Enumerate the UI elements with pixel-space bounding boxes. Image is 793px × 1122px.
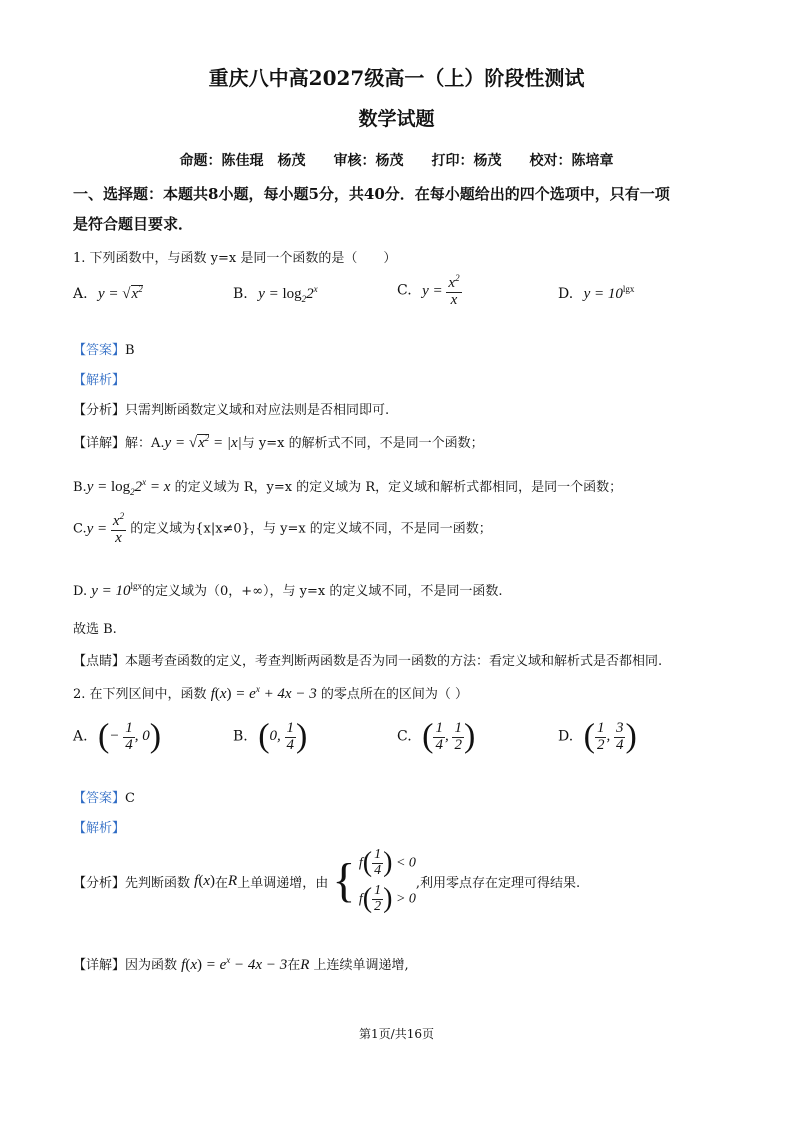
q1-detail-d: D. $y = 10^{lgx}$的定义域为（0，+∞），与 y=x 的定义域不同，不是同一函数. (73, 581, 503, 599)
q2-fenxi-text-1: 先判断函数 (125, 875, 191, 891)
q2-detail-text-1: 因为函数 (125, 958, 178, 973)
q1-detail-c-text: 的定义域为{x|x≠0}，与 y=x 的定义域不同，不是同一函数； (130, 521, 492, 537)
q1-answer (73, 339, 135, 358)
q1-detail-a: 【详解】解：$A.y = √x^2 = |x|$与 y=x 的解析式不同，不是同一个函数； (73, 433, 484, 451)
q2-fenxi-text-3: 上单调递增，由 (237, 875, 329, 891)
q2-fenxi-text-2: 在 (215, 875, 229, 891)
q2-answer (73, 787, 135, 806)
q1-option-d-label: D. (558, 286, 574, 302)
q2-option-b[interactable]: B. (0, $\frac{1}{4}$ ) (233, 718, 308, 755)
q2-detail-text-2: 在 (287, 958, 301, 973)
q1-option-c[interactable]: C. y = $\frac{x^2}{x}$ (397, 273, 460, 308)
q2-option-a[interactable]: A. (− $\frac{1}{4}$ , 0) (73, 718, 162, 755)
q1-stem: 1. 下列函数中，与函数 y=x 是同一个函数的是（ ） (73, 251, 397, 266)
q1-option-d[interactable]: D. $y = 10^{lgx}$ (558, 284, 635, 302)
q1-option-a-label: A. (73, 286, 88, 302)
q2-option-d-label: D. (558, 728, 574, 745)
q2-option-b-label: B. (233, 728, 248, 745)
q1-fenxi-text: 只需判断函数定义域和对应法则是否相同即可. (125, 403, 390, 418)
q2-answer-value: C (125, 791, 135, 806)
q1-detail-a-prefix: 解：A. (125, 436, 165, 451)
q1-detail-d-text: 的定义域为（0，+∞），与 y=x 的定义域不同，不是同一函数. (142, 584, 503, 599)
q1-detail-tag: 【详解】 (73, 436, 126, 451)
page-footer: 第1页/共16页 (359, 1027, 434, 1041)
q1-conclusion: 故选 B. (73, 622, 117, 637)
q1-fenxi (73, 399, 389, 418)
q1-detail-a-text: 与 y=x 的解析式不同，不是同一个函数； (241, 436, 484, 451)
q2-option-d[interactable]: D. ( $\frac{1}{2}$ , $\frac{3}{4}$ ) (558, 718, 637, 755)
q2-answer-tag: 【答案】 (73, 791, 126, 806)
q1-option-b-label: B. (233, 286, 248, 302)
q2-stem-prefix: 2. 在下列区间中，函数 (73, 687, 207, 702)
q1-analysis-tag: 【解析】 (73, 373, 126, 388)
q1-detail-c-prefix: C. (73, 521, 87, 537)
q2-detail: 【详解】因为函数 $f(x) = e^x - 4x - 3$在R 上连续单调递增, (73, 955, 409, 973)
q1-detail-b: $B.y = \log_22^x = x$ 的定义域为 R，y=x 的定义域为 R，定义域和解析式都相同，是同一个函数； (73, 477, 623, 497)
q2-option-a-label: A. (73, 728, 88, 745)
q1-detail-b-prefix: B. (73, 480, 87, 495)
q2-detail-tag: 【详解】 (73, 958, 126, 973)
page-title: 重庆八中高2027级高一（上）阶段性测试 (208, 66, 585, 90)
q1-fenxi-tag: 【分析】 (73, 403, 126, 418)
q2-analysis-tag: 【解析】 (73, 821, 126, 836)
q1-option-b[interactable]: B. $y = \log_22^x$ (233, 284, 318, 304)
section-heading-line2: 是符合题目要求． (73, 215, 194, 233)
q2-fenxi-text-4: ,利用零点存在定理可得结果. (415, 875, 581, 891)
q2-option-c[interactable]: C. ( $\frac{1}{4}$ , $\frac{1}{2}$ ) (397, 718, 476, 755)
q1-option-c-label: C. (397, 282, 412, 299)
q1-dianjing (73, 650, 662, 669)
q1-answer-tag: 【答案】 (73, 343, 126, 358)
q2-fenxi-tag: 【分析】 (73, 875, 126, 891)
q2-stem-suffix: 的零点所在的区间为（ ） (320, 687, 468, 702)
staff-line: 命题：陈佳琨 杨茂 审核：杨茂 打印：杨茂 校对：陈培章 (179, 153, 614, 169)
q1-detail-d-prefix: D. (73, 584, 88, 599)
q2-option-c-label: C. (397, 728, 412, 745)
q1-detail-b-text: 的定义域为 R，y=x 的定义域为 R，定义域和解析式都相同，是同一个函数； (174, 480, 623, 495)
q2-fenxi: 【分析】先判断函数 f(x)在R上单调递增，由 { f( $\frac{1}{4}$ ) < 0 f( $\frac{1}{2}$ ) > 0 ,利用零点存在定理可得结果. (73, 847, 581, 915)
q2-detail-text-3: 上连续单调递增, (313, 958, 409, 973)
page-subtitle: 数学试题 (358, 108, 435, 130)
q1-detail-c: C.y = $\frac{x^2}{x}$ 的定义域为{x|x≠0}，与 y=x 的定义域不同，不是同一函数； (73, 511, 492, 546)
q1-dianjing-tag: 【点睛】 (73, 654, 126, 669)
q1-answer-value: B (125, 343, 135, 358)
q1-dianjing-text: 本题考查函数的定义，考查判断两函数是否为同一函数的方法：看定义域和解析式是否都相同. (125, 654, 663, 669)
q2-stem: 2. 在下列区间中，函数 $f(x) = e^x + 4x - 3$ 的零点所在的区间为（ ） (73, 684, 468, 702)
q1-option-a[interactable]: A. $y = √x^2$ (73, 284, 143, 302)
section-heading-line1: 一、选择题：本题共8小题，每小题5分，共40分．在每小题给出的四个选项中，只有一项 (73, 185, 670, 203)
